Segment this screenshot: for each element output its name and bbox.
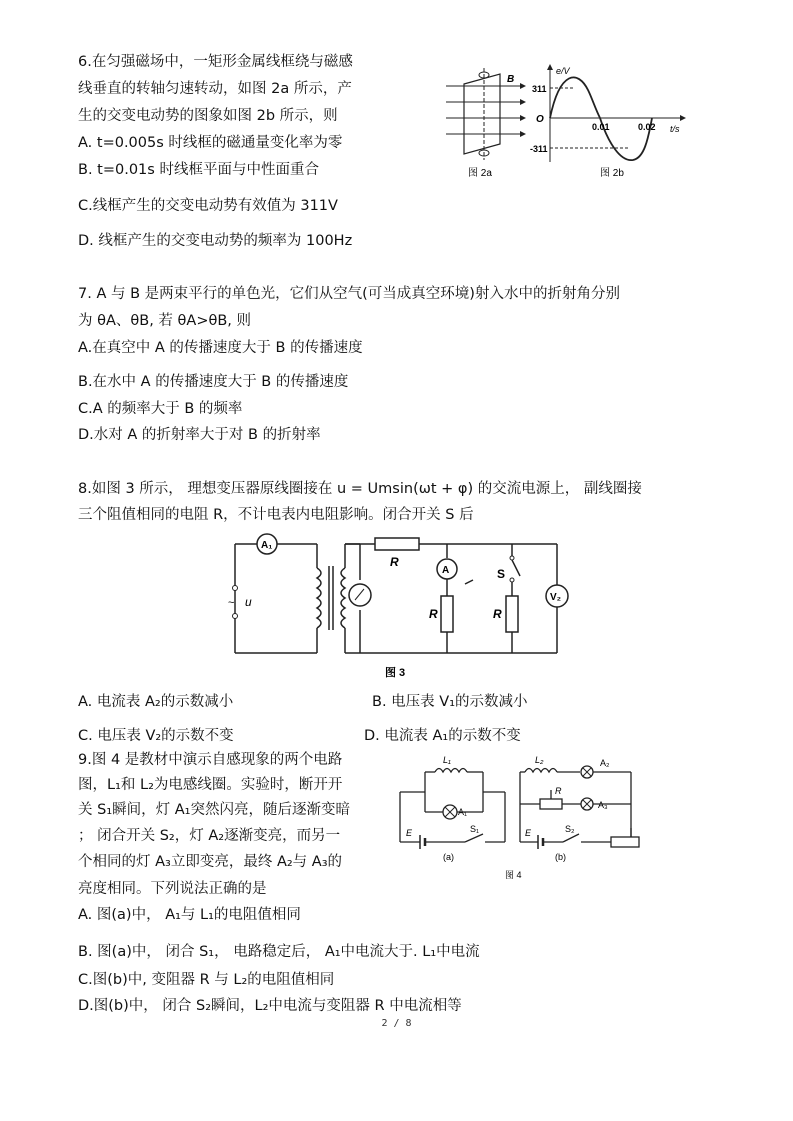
q9-line4: ； 闭合开关 S₂，灯 A₂逐渐变亮，而另一 [78, 828, 341, 844]
a2-label: A₂ [600, 758, 610, 768]
label-b: (b) [555, 852, 566, 862]
ac-symbol: ~ [228, 597, 235, 609]
figure-2b [530, 62, 690, 182]
q7-line2: 为 θA、θB, 若 θA>θB, 则 [78, 313, 252, 329]
inductor-l2 [525, 769, 557, 773]
s2-label: S₂ [565, 824, 575, 834]
q9-option-d: D.图(b)中， 闭合 S₂瞬间，L₂中电流与变阻器 R 中电流相等 [78, 998, 462, 1014]
q7-option-a: A.在真空中 A 的传播速度大于 B 的传播速度 [78, 340, 363, 356]
resistor-branch-2-label: R [493, 607, 502, 621]
rheostat-r [540, 799, 562, 809]
q8-option-c: C. 电压表 V₂的示数不变 [78, 728, 234, 744]
switch-s-label: S [497, 567, 506, 581]
q6-option-c: C.线框产生的交变电动势有效值为 311V [78, 198, 338, 214]
voltmeter-v1 [349, 584, 371, 606]
origin-label: O [536, 114, 544, 125]
q6-option-b: B. t=0.01s 时线框平面与中性面重合 [78, 162, 319, 178]
q8-option-d: D. 电流表 A₁的示数不变 [364, 728, 521, 744]
switch-s [512, 560, 520, 576]
figure-4-circuits [395, 752, 647, 882]
page-number: 2 / 8 [381, 1018, 412, 1029]
r-label: R [555, 786, 562, 796]
q6-line1: 6.在匀强磁场中，一矩形金属线框绕与磁感 [78, 54, 353, 70]
q9-line1: 9.图 4 是教材中演示自感现象的两个电路 [78, 752, 343, 768]
resistor-branch-2 [506, 596, 518, 632]
voltmeter-v2-label: V₂ [550, 592, 562, 603]
secondary-coil [341, 568, 345, 628]
ammeter-a2-label: A [442, 565, 450, 576]
figure-2a [438, 64, 538, 182]
fig4-caption: 图 4 [505, 870, 522, 880]
s1-label: S₁ [470, 824, 480, 834]
q7-option-b: B.在水中 A 的传播速度大于 B 的传播速度 [78, 374, 349, 390]
fig2b-caption: 图 2b [600, 168, 624, 179]
q9-line2: 图，L₁和 L₂为电感线圈。实验时，断开开 [78, 777, 343, 793]
e-label-a: E [406, 828, 413, 838]
q6-option-a: A. t=0.005s 时线框的磁通量变化率为零 [78, 135, 343, 151]
l1-label: L₁ [443, 755, 451, 765]
q8-line2: 三个阻值相同的电阻 R，不计电表内电阻影响。闭合开关 S 后 [78, 507, 474, 523]
resistor-series-label: R [390, 555, 399, 569]
field-label: B [507, 74, 515, 85]
q6-option-d: D. 线框产生的交变电动势的频率为 100Hz [78, 233, 353, 249]
primary-coil [317, 568, 321, 628]
e-label-b: E [525, 828, 532, 838]
y-tick-min: -311 [530, 144, 548, 154]
q9-option-b: B. 图(a)中， 闭合 S₁， 电路稳定后， A₁中电流大于. L₁中电流 [78, 944, 480, 960]
q8-option-a: A. 电流表 A₂的示数减小 [78, 694, 234, 710]
x-tick-1: 0.01 [592, 122, 610, 132]
y-axis-label: e/V [556, 66, 570, 76]
rheostat-r-prime [611, 837, 639, 847]
switch-s2 [563, 834, 579, 842]
a1-label: A₁ [458, 807, 468, 817]
q6-line3: 生的交变电动势的图象如图 2b 所示，则 [78, 108, 338, 124]
x-tick-2: 0.02 [638, 122, 656, 132]
y-tick-max: 311 [532, 84, 547, 94]
switch-s1 [465, 834, 483, 842]
q8-line1: 8.如图 3 所示， 理想变压器原线圈接在 u = Umsin(ωt + φ) 的交流电源上， 副线圈接 [78, 481, 642, 497]
x-axis-label: t/s [670, 124, 680, 134]
l2-label: L₂ [535, 755, 544, 765]
source-u-label: u [245, 595, 252, 609]
inductor-l1 [435, 769, 467, 773]
q9-option-c: C.图(b)中, 变阻器 R 与 L₂的电阻值相同 [78, 972, 335, 988]
fig2a-caption: 图 2a [468, 168, 492, 179]
resistor-series [375, 538, 419, 550]
figure-3-circuit [225, 528, 570, 680]
q9-line6: 亮度相同。下列说法正确的是 [78, 881, 267, 897]
q7-line1: 7. A 与 B 是两束平行的单色光，它们从空气(可当成真空环境)射入水中的折射角分别 [78, 286, 620, 302]
q8-option-b: B. 电压表 V₁的示数减小 [372, 694, 528, 710]
q6-line2: 线垂直的转轴匀速转动，如图 2a 所示，产 [78, 81, 352, 97]
q7-option-d: D.水对 A 的折射率大于对 B 的折射率 [78, 427, 321, 443]
q7-option-c: C.A 的频率大于 B 的频率 [78, 401, 243, 417]
ammeter-a1-label: A₁ [261, 540, 273, 551]
q9-line3: 关 S₁瞬间，灯 A₁突然闪亮，随后逐渐变暗 [78, 802, 350, 818]
a3-label: A₃ [598, 800, 608, 810]
q9-line5: 个相同的灯 A₃立即变亮，最终 A₂与 A₃的 [78, 854, 343, 870]
fig3-caption: 图 3 [385, 667, 406, 679]
q9-option-a: A. 图(a)中， A₁与 L₁的电阻值相同 [78, 907, 301, 923]
resistor-branch-1 [441, 596, 453, 632]
resistor-branch-1-label: R [429, 607, 438, 621]
label-a: (a) [443, 852, 454, 862]
